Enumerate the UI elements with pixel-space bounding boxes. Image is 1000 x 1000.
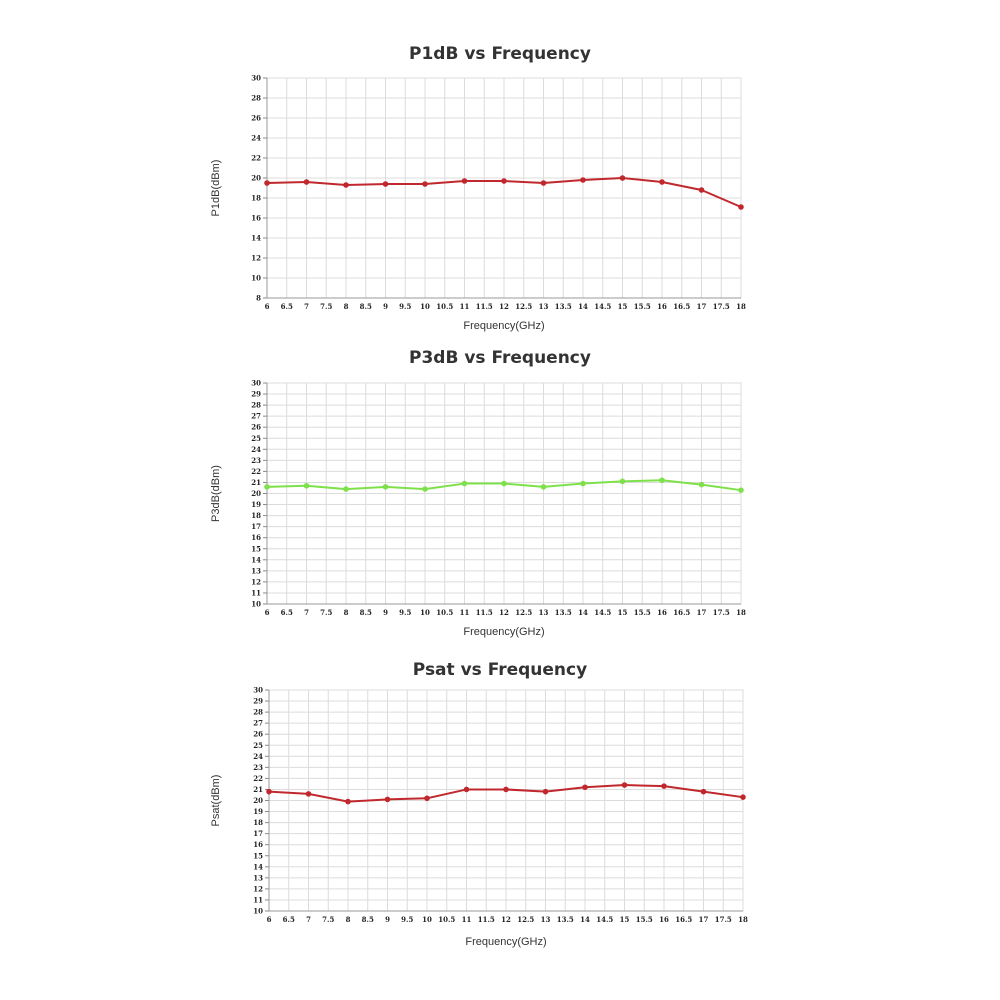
p3db-y-tick-label: 19 [251,500,261,510]
psat-y-tick-label: 20 [253,796,263,805]
p1db-x-tick-label: 9.5 [399,302,412,311]
psat-y-tick-label: 12 [253,884,263,894]
psat-data-point [464,787,469,792]
p1db-x-tick-label: 13.5 [554,302,572,311]
p3db-x-tick-label: 16.5 [673,608,691,617]
psat-data-point [267,789,272,794]
psat-y-tick-label: 30 [253,685,263,695]
p1db-y-tick-label: 28 [251,93,261,103]
psat-y-tick-label: 16 [253,840,263,850]
psat-x-tick-label: 14.5 [596,915,614,924]
p1db-y-tick-label: 30 [251,73,261,83]
p3db-y-tick-label: 29 [251,389,261,399]
psat-x-tick-label: 17.5 [714,915,732,924]
p1db-x-tick-label: 11 [459,302,470,311]
psat-x-tick-label: 11.5 [477,915,495,924]
psat-y-tick-label: 14 [253,862,263,872]
p3db-x-tick-label: 6 [264,608,270,617]
psat-x-tick-label: 8 [345,915,351,924]
p3db-y-tick-label: 26 [251,422,261,432]
psat-x-tick-label: 6.5 [282,915,295,924]
psat-data-point [306,792,311,797]
p3db-x-axis-label: Frequency(GHz) [463,626,545,638]
psat-x-tick-label: 18 [738,915,748,924]
p3db-y-tick-label: 24 [251,444,261,454]
p1db-x-tick-label: 15.5 [633,302,651,311]
p3db-x-tick-label: 9 [383,608,388,617]
psat-data-point [583,785,588,790]
psat-x-axis-label: Frequency(GHz) [465,936,547,948]
psat-data-point [385,797,390,802]
psat-y-tick-label: 18 [253,818,263,828]
p3db-y-tick-label: 22 [251,466,261,476]
psat-x-tick-label: 6 [266,915,272,924]
p1db-y-tick-label: 12 [251,253,261,263]
psat-x-tick-label: 13 [540,915,551,924]
p1db-x-tick-label: 8.5 [359,302,372,311]
p3db-y-tick-label: 12 [251,577,261,587]
p1db-x-tick-label: 6 [264,302,270,311]
psat-y-axis-label: Psat(dBm) [210,774,222,827]
psat-x-tick-label: 9.5 [401,915,414,924]
p3db-x-tick-label: 13 [538,608,549,617]
p1db-y-tick-label: 20 [251,173,261,183]
psat-x-tick-label: 7 [306,915,311,924]
p3db-x-tick-label: 7.5 [320,608,333,617]
p1db-y-tick-label: 14 [251,233,261,243]
psat-y-tick-label: 28 [253,707,263,717]
p3db-x-tick-label: 15.5 [633,608,651,617]
p1db-x-tick-label: 7.5 [320,302,333,311]
p3db-y-tick-label: 17 [251,522,261,532]
psat-x-tick-label: 16.5 [675,915,693,924]
p3db-x-tick-label: 9.5 [399,608,412,617]
p1db-y-tick-label: 22 [251,153,261,163]
p3db-x-tick-label: 11.5 [475,608,493,617]
psat-x-tick-label: 10 [422,915,432,924]
p3db-y-tick-label: 15 [251,544,261,554]
p1db-x-tick-label: 16 [657,302,667,311]
psat-x-tick-label: 15.5 [635,915,653,924]
p3db-x-tick-label: 12 [499,608,509,617]
psat-data-point [425,796,430,801]
p3db-y-tick-label: 18 [251,511,261,521]
p1db-y-tick-label: 16 [251,213,261,223]
p1db-x-tick-label: 14.5 [594,302,612,311]
psat-y-tick-label: 23 [253,762,263,772]
psat-y-tick-label: 15 [253,851,263,861]
p1db-x-tick-label: 7 [304,302,309,311]
p1db-y-tick-label: 26 [251,113,261,123]
p3db-x-tick-label: 10.5 [436,608,454,617]
p3db-x-tick-label: 11 [459,608,470,617]
psat-y-tick-label: 21 [253,784,263,794]
p1db-x-tick-label: 18 [736,302,746,311]
p1db-y-tick-label: 8 [256,293,261,303]
psat-data-point [622,783,627,788]
chart-title-p3db: P3dB vs Frequency [409,348,591,368]
p1db-y-tick-label: 10 [251,273,261,283]
psat-y-tick-label: 24 [253,751,263,761]
psat-x-tick-label: 16 [659,915,669,924]
p3db-x-tick-label: 14.5 [594,608,612,617]
p3db-y-tick-label: 16 [251,533,261,543]
psat-y-tick-label: 27 [253,718,263,728]
p3db-x-tick-label: 18 [736,608,746,617]
psat-y-tick-label: 26 [253,729,263,739]
p3db-x-tick-label: 16 [657,608,667,617]
psat-data-point [662,784,667,789]
p1db-x-tick-label: 17.5 [712,302,730,311]
p1db-x-tick-label: 10.5 [436,302,454,311]
p3db-y-tick-label: 21 [251,477,261,487]
p3db-y-tick-label: 27 [251,411,261,421]
psat-x-tick-label: 8.5 [361,915,374,924]
p1db-y-tick-label: 24 [251,133,261,143]
psat-x-tick-label: 9 [385,915,390,924]
p1db-x-tick-label: 6.5 [280,302,293,311]
p3db-x-tick-label: 17.5 [712,608,730,617]
p3db-x-tick-label: 14 [578,608,588,617]
p1db-x-tick-label: 12 [499,302,509,311]
psat-data-point [543,789,548,794]
p3db-x-tick-label: 12.5 [515,608,533,617]
p3db-y-tick-label: 20 [251,489,261,498]
psat-y-tick-label: 11 [253,895,263,905]
p3db-y-tick-label: 13 [251,566,261,576]
p1db-x-tick-label: 14 [578,302,588,311]
psat-data-point [701,789,706,794]
psat-x-tick-label: 10.5 [438,915,456,924]
psat-y-tick-label: 19 [253,807,263,817]
p3db-y-tick-label: 11 [251,588,261,598]
psat-y-tick-label: 17 [253,829,263,839]
p1db-x-tick-label: 12.5 [515,302,533,311]
psat-x-tick-label: 7.5 [322,915,335,924]
p3db-x-tick-label: 6.5 [280,608,293,617]
psat-x-tick-label: 15 [619,915,630,924]
psat-x-tick-label: 13.5 [556,915,574,924]
psat-x-tick-label: 12.5 [517,915,535,924]
p3db-y-tick-label: 23 [251,455,261,465]
psat-x-tick-label: 12 [501,915,511,924]
psat-x-tick-label: 17 [698,915,709,924]
p3db-x-tick-label: 10 [420,608,430,617]
p3db-x-tick-label: 17 [696,608,707,617]
chart-title-p1db: P1dB vs Frequency [409,44,591,64]
p3db-x-tick-label: 8 [343,608,349,617]
p3db-x-tick-label: 15 [617,608,628,617]
p1db-y-tick-label: 18 [251,193,261,203]
p1db-y-axis-label: P1dB(dBm) [210,159,222,217]
p1db-x-tick-label: 9 [383,302,388,311]
p3db-x-tick-label: 7 [304,608,309,617]
psat-y-tick-label: 25 [253,740,263,750]
psat-y-tick-label: 13 [253,873,263,883]
psat-x-tick-label: 14 [580,915,590,924]
psat-x-tick-label: 11 [461,915,472,924]
p3db-x-tick-label: 13.5 [554,608,572,617]
p3db-y-axis-label: P3dB(dBm) [210,465,222,522]
p3db-x-tick-label: 8.5 [359,608,372,617]
p3db-y-tick-label: 25 [251,433,261,443]
p3db-y-tick-label: 30 [251,378,261,388]
psat-y-tick-label: 10 [253,906,263,916]
psat-data-point [346,799,351,804]
p3db-y-tick-label: 28 [251,400,261,410]
p3db-y-tick-label: 10 [251,599,261,609]
p1db-x-tick-label: 15 [617,302,628,311]
psat-data-point [741,795,746,800]
chart-title-psat: Psat vs Frequency [412,660,588,680]
p3db-y-tick-label: 14 [251,555,261,565]
psat-data-point [504,787,509,792]
p1db-x-tick-label: 11.5 [475,302,493,311]
p1db-x-tick-label: 16.5 [673,302,691,311]
psat-y-tick-label: 22 [253,773,263,783]
p1db-x-tick-label: 13 [538,302,549,311]
psat-y-tick-label: 29 [253,696,263,706]
p1db-x-tick-label: 17 [696,302,707,311]
p1db-x-axis-label: Frequency(GHz) [463,320,545,332]
p1db-x-tick-label: 10 [420,302,430,311]
p1db-x-tick-label: 8 [343,302,349,311]
